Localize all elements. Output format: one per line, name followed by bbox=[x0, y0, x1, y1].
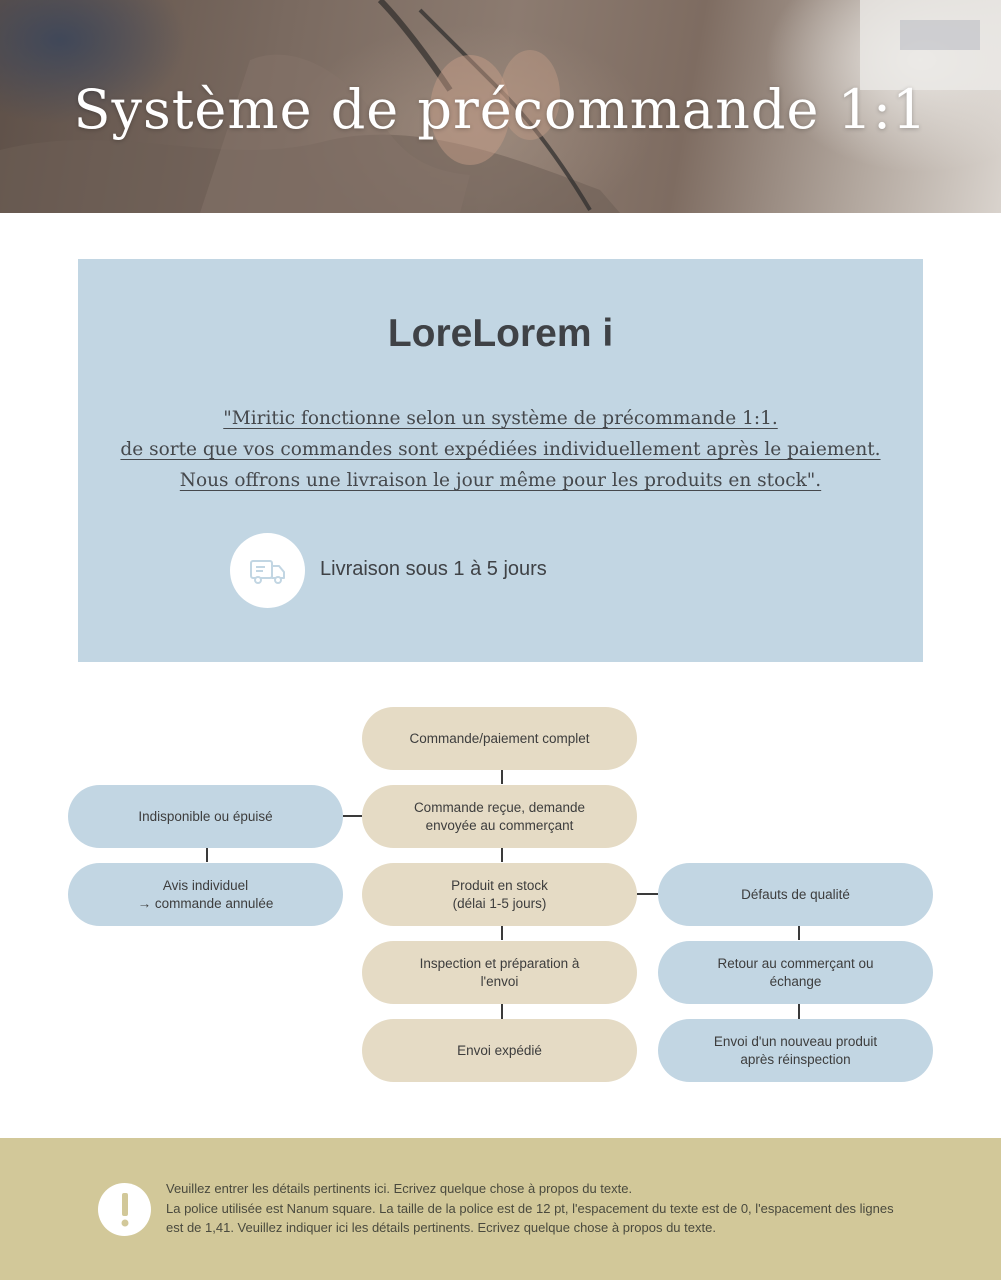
flow-step-reship: Envoi d'un nouveau produit après réinspection bbox=[658, 1019, 933, 1082]
flow-step-cancelled: Avis individuel → commande annulée bbox=[68, 863, 343, 926]
footer-line: Veuillez entrer les détails pertinents ici. Ecrivez quelque chose à propos du texte. bbox=[166, 1181, 633, 1196]
policy-quote bbox=[0, 403, 1001, 496]
flow-step-shipped: Envoi expédié bbox=[362, 1019, 637, 1082]
footer-text bbox=[166, 1179, 896, 1238]
flow-step-in-stock: Produit en stock (délai 1-5 jours) bbox=[362, 863, 637, 926]
exclamation-icon bbox=[98, 1183, 151, 1236]
quote-line: "Miritic fonctionne selon un système de précommande 1:1. bbox=[223, 408, 778, 429]
quote-line: Nous offrons une livraison le jour même pour les produits en stock". bbox=[179, 470, 822, 491]
quote-line: de sorte que vos commandes sont expédiées individuellement après le paiement. bbox=[120, 439, 881, 460]
hero-banner bbox=[0, 0, 1001, 213]
flow-step-order-paid: Commande/paiement complet bbox=[362, 707, 637, 770]
truck-icon bbox=[230, 533, 305, 608]
panel-heading: LoreLorem i bbox=[387, 312, 614, 355]
page-title: Système de précommande 1:1 bbox=[73, 78, 928, 141]
flow-step-quality-defect: Défauts de qualité bbox=[658, 863, 933, 926]
flow-step-inspection: Inspection et préparation à l'envoi bbox=[362, 941, 637, 1004]
flow-step-unavailable: Indisponible ou épuisé bbox=[68, 785, 343, 848]
footer-line: La police utilisée est Nanum square. La taille de la police est de 12 pt, l'espacement du texte est de 0, l'espacement des lignes est de 1,41. Veuillez indiquer ici les détails pertinents. Ecrivez quelque chose à propos du texte. bbox=[166, 1200, 894, 1235]
flow-step-order-received: Commande reçue, demande envoyée au commerçant bbox=[362, 785, 637, 848]
flow-step-return: Retour au commerçant ou échange bbox=[658, 941, 933, 1004]
delivery-time: Livraison sous 1 à 5 jours bbox=[320, 558, 547, 580]
